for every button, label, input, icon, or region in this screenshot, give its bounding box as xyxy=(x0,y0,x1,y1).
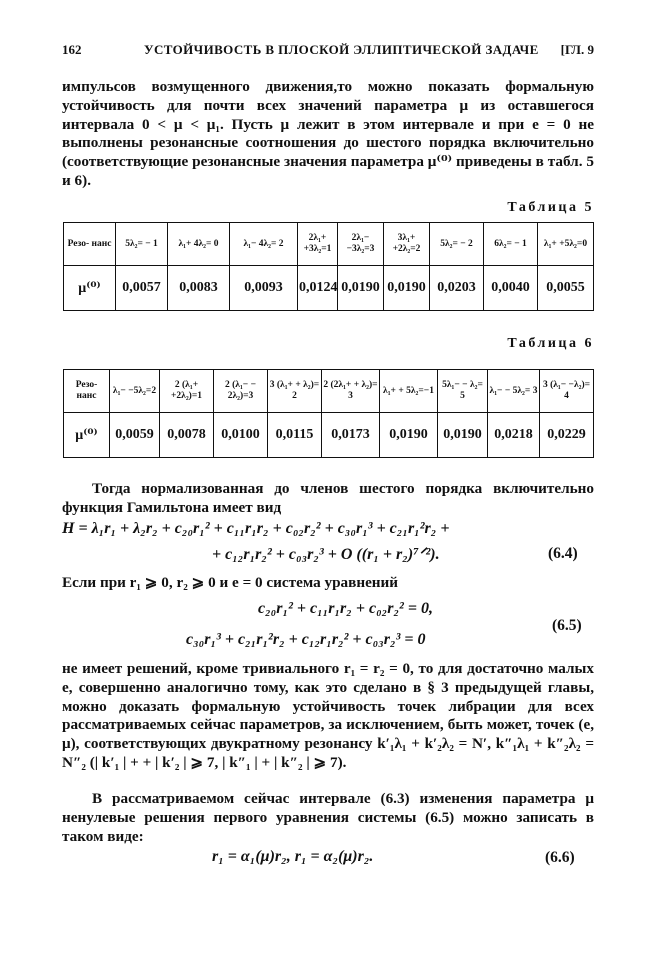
equation-6-4-line2: + c₁₂r₁r₂² + c₀₃r₂³ + O ((r₁ + r₂)⁷ᐟ²). xyxy=(212,546,440,563)
table6-resonance-cell: λ₁− − 5λ₂= 3 xyxy=(488,370,540,413)
table6-resonance-cell: 3 (λ₁− −λ₂)= 4 xyxy=(540,370,594,413)
running-header xyxy=(62,42,594,62)
table6-value-cell: 0,0100 xyxy=(214,413,268,458)
table6-row-label: Резо- нанс xyxy=(64,370,110,413)
equation-6-4-number: (6.4) xyxy=(548,545,578,562)
equation-6-5-line2: c₃₀r₁³ + c₂₁r₁²r₂ + c₁₂r₁r₂² + c₀₃r₂³ = 0 xyxy=(186,631,426,648)
table5-resonance-cell: 3λ₁+ +2λ₂=2 xyxy=(384,223,430,266)
table5-value-cell: 0,0040 xyxy=(484,266,538,311)
equation-6-5-number: (6.5) xyxy=(552,617,582,634)
table5-value-cell: 0,0083 xyxy=(168,266,230,311)
table5-caption: Таблица 5 xyxy=(507,200,594,215)
table5-resonance-cell: λ₁+ +5λ₂=0 xyxy=(538,223,594,266)
table5-value-cell: 0,0124 xyxy=(298,266,338,311)
table-6 xyxy=(63,369,594,458)
paragraph-interval: В рассматриваемом сейчас интервале (6.3) изменения параметра μ ненулевые решения первого уравнения системы (6.5) можно записать в таком виде: xyxy=(62,790,594,845)
table5-resonance-cell: 5λ₂= − 1 xyxy=(116,223,168,266)
table6-value-cell: 0,0078 xyxy=(160,413,214,458)
table6-mu-label: μ⁽⁰⁾ xyxy=(64,413,110,458)
table6-value-cell: 0,0173 xyxy=(322,413,380,458)
table5-resonance-row xyxy=(64,223,594,266)
table5-row-label: Резо- нанс xyxy=(64,223,116,266)
table6-resonance-cell: 2 (λ₁− − 2λ₂)=3 xyxy=(214,370,268,413)
paragraph-stability: не имеет решений, кроме тривиального r₁ = r₂ = 0, то для достаточно малых e, совершенно аналогично тому, как это сделано в § 3 предыдущей главы, можно доказать формальную устойчивость точек либрации для всех рассматриваемых сейчас параметров, за исключением, быть может, точек (e, μ), соответствующих двукратному резонансу k′₁λ₁ + k′₂λ₂ = N′, k″₁λ₁ + k″₂λ₂ = N″₂ (| k′₁ | + + | k′₂ | ⩾ 7, | k″₁ | + | k″₂ | ⩾ 7). xyxy=(62,660,594,771)
equation-6-6: r₁ = α₁(μ)r₂, r₁ = α₂(μ)r₂. xyxy=(212,848,374,865)
running-title: УСТОЙЧИВОСТЬ В ПЛОСКОЙ ЭЛЛИПТИЧЕСКОЙ ЗАДАЧЕ xyxy=(144,42,539,57)
table5-value-cell: 0,0190 xyxy=(338,266,384,311)
table6-caption: Таблица 6 xyxy=(507,336,594,351)
table5-resonance-cell: λ₁− 4λ₂= 2 xyxy=(230,223,298,266)
table6-resonance-cell: 2 (λ₁+ +2λ₂)=1 xyxy=(160,370,214,413)
table5-resonance-cell: 6λ₂= − 1 xyxy=(484,223,538,266)
table6-value-cell: 0,0190 xyxy=(380,413,438,458)
paragraph-system: Если при r₁ ⩾ 0, r₂ ⩾ 0 и e = 0 система уравнений xyxy=(62,574,399,591)
equation-6-5-line1: c₂₀r₁² + c₁₁r₁r₂ + c₀₂r₂² = 0, xyxy=(258,600,433,617)
table5-resonance-cell: 2λ₁+ +3λ₂=1 xyxy=(298,223,338,266)
table6-resonance-cell: λ₁+ + 5λ₂=−1 xyxy=(380,370,438,413)
table5-value-cell: 0,0190 xyxy=(384,266,430,311)
table5-mu-label: μ⁽⁰⁾ xyxy=(64,266,116,311)
paragraph-intro: импульсов возмущенного движения,то можно показать формальную устойчивость для почти всех значений параметра μ из оставшегося интервала 0 < μ < μ₁. Пусть μ лежит в этом интервале и при e = 0 не выполнены резонансные соотношения до шестого порядка включительно (соответствующие резонансные значения параметра μ⁽⁰⁾ приведены в табл. 5 и 6). xyxy=(62,78,594,189)
table-5 xyxy=(63,222,594,311)
table6-resonance-cell: 5λ₁− − λ₂= 5 xyxy=(438,370,488,413)
table6-resonance-cell: 2 (2λ₁+ + λ₂)= 3 xyxy=(322,370,380,413)
paragraph-hamiltonian: Тогда нормализованная до членов шестого порядка включительно функция Гамильтона имеет вид xyxy=(62,480,594,516)
table5-value-cell: 0,0057 xyxy=(116,266,168,311)
table5-resonance-cell: 2λ₁− −3λ₂=3 xyxy=(338,223,384,266)
table6-value-cell: 0,0229 xyxy=(540,413,594,458)
table6-value-cell: 0,0115 xyxy=(268,413,322,458)
chapter-label: [ГЛ. 9 xyxy=(560,42,594,57)
table5-value-cell: 0,0093 xyxy=(230,266,298,311)
table5-resonance-cell: λ₁+ 4λ₂= 0 xyxy=(168,223,230,266)
table6-value-row xyxy=(64,413,594,458)
table6-resonance-cell: 3 (λ₁+ + λ₂)= 2 xyxy=(268,370,322,413)
table5-value-row xyxy=(64,266,594,311)
equation-6-4-line1: H = λ₁r₁ + λ₂r₂ + c₂₀r₁² + c₁₁r₁r₂ + c₀₂r₂² + c₃₀r₁³ + c₂₁r₁²r₂ + xyxy=(62,520,450,537)
equation-6-6-number: (6.6) xyxy=(545,849,575,866)
page-number: 162 xyxy=(62,42,82,57)
table5-value-cell: 0,0203 xyxy=(430,266,484,311)
table6-resonance-row xyxy=(64,370,594,413)
table5-resonance-cell: 5λ₂= − 2 xyxy=(430,223,484,266)
table6-resonance-cell: λ₁− −5λ₂=2 xyxy=(110,370,160,413)
table6-value-cell: 0,0190 xyxy=(438,413,488,458)
table6-value-cell: 0,0059 xyxy=(110,413,160,458)
table5-value-cell: 0,0055 xyxy=(538,266,594,311)
table6-value-cell: 0,0218 xyxy=(488,413,540,458)
